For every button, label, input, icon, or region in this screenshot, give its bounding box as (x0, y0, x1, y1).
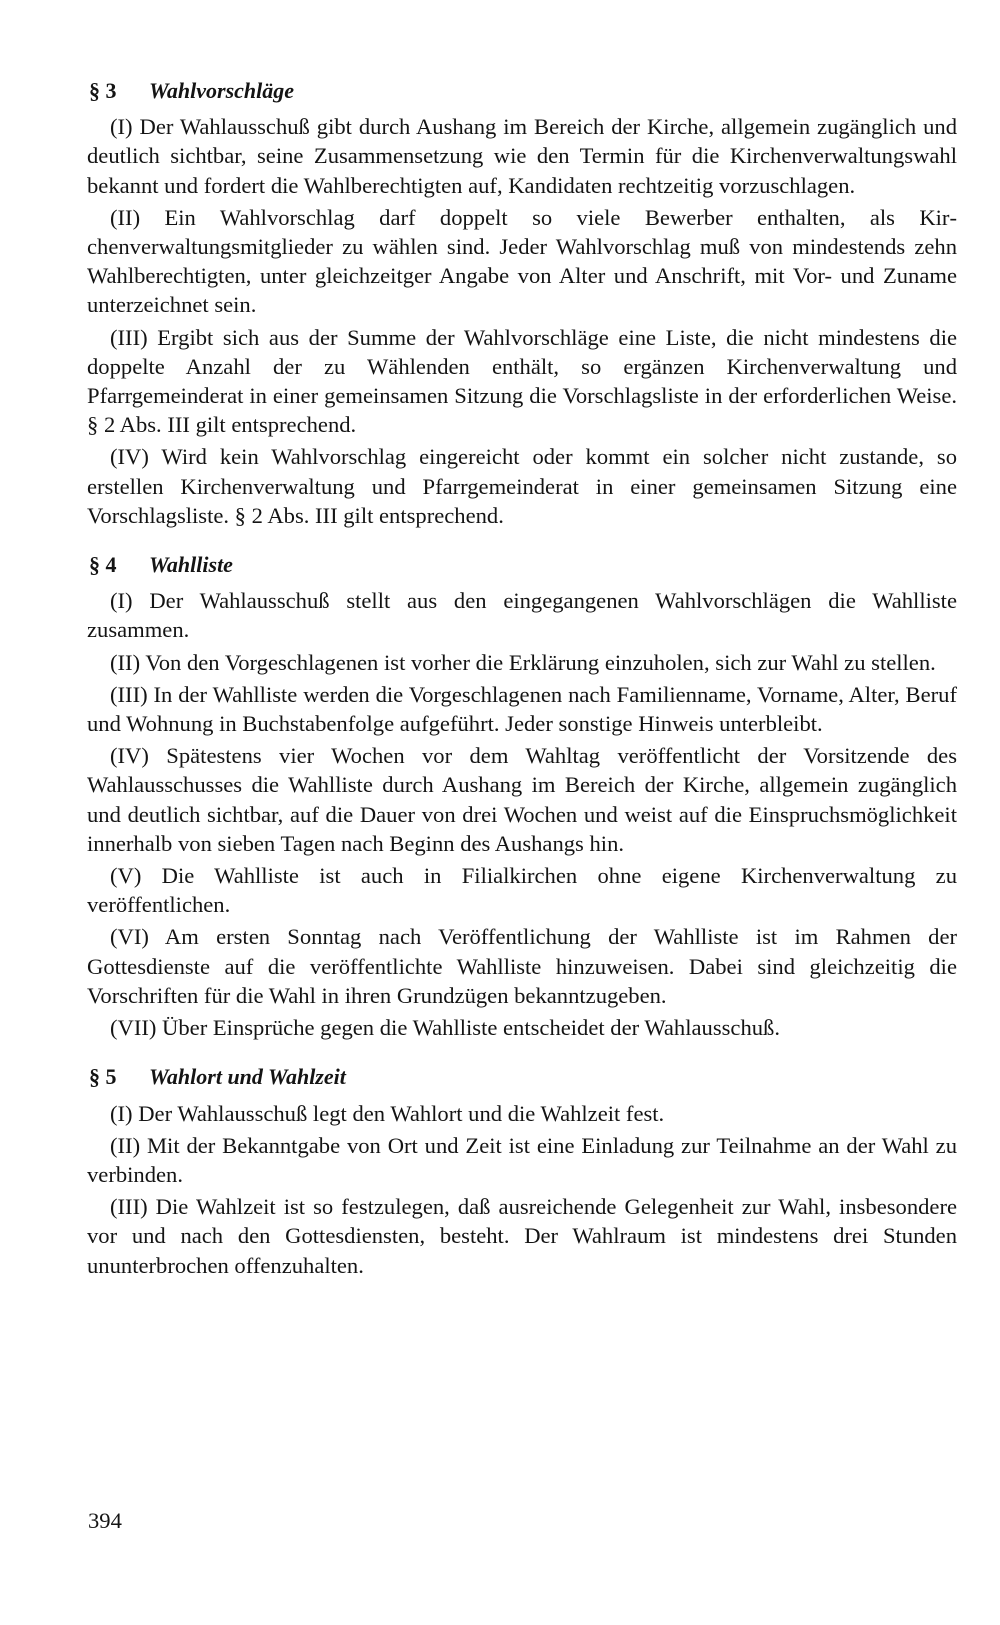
section-4 (87, 550, 957, 1042)
section-3 (87, 76, 957, 530)
paragraph: (IV) Wird kein Wahlvorschlag eingereicht oder kommt ein solcher nicht zustande, so erstellen Kirchenverwaltung und Pfarrgemeinderat in einer gemeinsamen Sitzung eine Vorschlagsliste. § 2 Abs. III gilt entsprechend. (87, 444, 957, 528)
section-number: § 4 (89, 552, 117, 578)
section-5 (87, 1062, 957, 1279)
paragraph: (I) Der Wahlausschuß stellt aus den eingegangenen Wahlvorschlägen die Wahlliste zusammen. (87, 588, 957, 643)
paragraph: (I) Der Wahlausschuß legt den Wahlort und die Wahlzeit fest. (110, 1100, 665, 1126)
paragraph: (VII) Über Einsprüche gegen die Wahlliste entscheidet der Wahlausschuß. (110, 1015, 780, 1041)
paragraph: (VI) Am ersten Sonntag nach Veröffentlichung der Wahlliste ist im Rahmen der Gottesdienste auf die veröffentlichte Wahlliste hinzuweisen. Dabei sind gleichzeitig die Vorschriften für die Wahl in ihren Grundzügen bekanntzugeben. (87, 924, 957, 1008)
section-heading (89, 76, 957, 105)
page-number: 394 (88, 1508, 122, 1533)
body-text (87, 76, 957, 1283)
section-number: § 5 (89, 1064, 117, 1090)
paragraph: (III) Ergibt sich aus der Summe der Wahlvorschläge eine Liste, die nicht mindestens die doppelte Anzahl der zu Wählenden enthält, so ergänzen Kirchenverwaltung und Pfarrgemeinderat in einer gemeinsamen Sitzung die Vorschlagsliste in der erforderlichen Weise. § 2 Abs. III gilt entsprechend. (87, 324, 957, 438)
paragraph: (II) Von den Vorgeschlagenen ist vorher die Erklärung einzuholen, sich zur Wahl zu stellen. (110, 649, 936, 675)
paragraph: (III) In der Wahlliste werden die Vorgeschlagenen nach Familienname, Vorname, Alter, Beruf und Wohnung in Buchstabenfolge aufgeführt. Jeder sonstige Hinweis unterbleibt. (87, 681, 957, 737)
section-heading (89, 1062, 957, 1091)
paragraph: (III) Die Wahlzeit ist so festzulegen, daß ausreichende Gelegenheit zur Wahl, insbesondere vor und nach den Gottesdiensten, besteht. Der Wahlraum ist mindestens drei Stunden ununterbrochen offenzuhalten. (87, 1194, 957, 1278)
section-title: Wahlvorschläge (149, 78, 295, 103)
paragraph: (II) Mit der Bekanntgabe von Ort und Zeit ist eine Einladung zur Teilnahme an der Wahl zu verbinden. (87, 1132, 957, 1187)
section-heading (89, 550, 957, 579)
section-title: Wahlort und Wahlzeit (149, 1064, 346, 1090)
section-number: § 3 (89, 78, 117, 103)
paragraph: (I) Der Wahlausschuß gibt durch Aushang im Bereich der Kirche, allgemein zugänglich und deutlich sichtbar, seine Zusammensetzung wie den Termin für die Kirchenverwaltungswahl bekannt und fordert die Wahlberechtigten auf, Kandidaten rechtzeitig vorzuschlagen. (87, 114, 957, 198)
paragraph: (V) Die Wahlliste ist auch in Filialkirchen ohne eigene Kirchenverwaltung zu veröffentlichen. (87, 863, 957, 918)
paragraph: (II) Ein Wahlvorschlag darf doppelt so viele Bewerber enthalten, als Kirchenverwaltungsmitglieder zu wählen sind. Jeder Wahlvorschlag muß von mindestends zehn Wahlberechtigten, unter gleichzeitger Angabe von Alter und Anschrift, mit Vor- und Zuname unterzeichnet sein. (87, 204, 957, 318)
paragraph: (IV) Spätestens vier Wochen vor dem Wahltag veröffentlicht der Vorsitzende des Wahlausschusses die Wahlliste durch Aushang im Bereich der Kirche, allgemein zugänglich und deutlich sichtbar, auf die Dauer von drei Wochen und weist auf die Einspruchsmöglichkeit innerhalb von sieben Tagen nach Beginn des Aushangs hin. (87, 743, 957, 856)
section-title: Wahlliste (149, 552, 233, 578)
